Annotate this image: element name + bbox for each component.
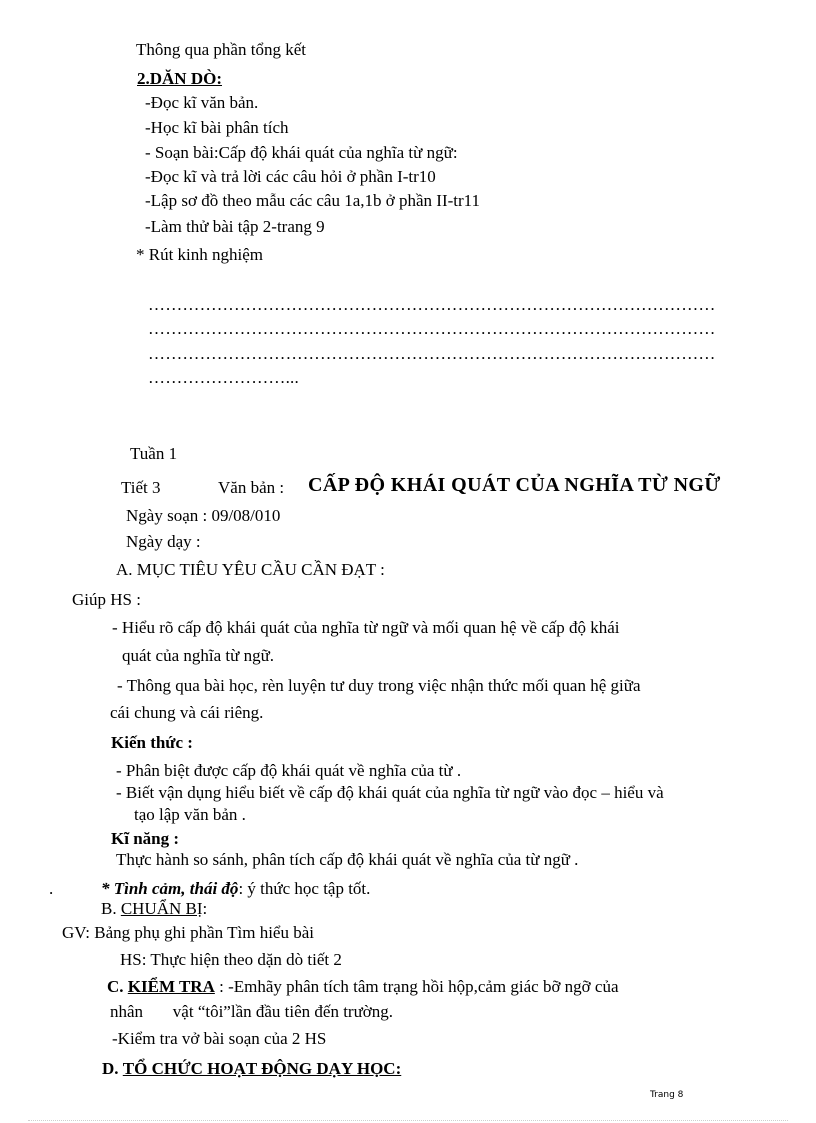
dotted-line: ……………………………………………………………………………………… [148, 295, 716, 314]
section-b-colon: : [202, 899, 208, 918]
homework-item: -Học kĩ bài phân tích [145, 118, 289, 137]
dotted-line: ……………………………………………………………………………………… [148, 319, 716, 338]
section-d-prefix: D. [102, 1059, 119, 1078]
knowledge-item-line-1: - Biết vận dụng hiểu biết về cấp độ khái quát của nghĩa từ ngữ vào đọc – hiểu và [116, 783, 664, 802]
homework-item: -Đọc kĩ và trả lời các câu hỏi ở phần I-tr10 [145, 167, 436, 186]
homework-item: -Lập sơ đồ theo mẫu các câu 1a,1b ở phần II-tr11 [145, 191, 481, 210]
skills-heading: Kĩ năng : [111, 829, 180, 848]
stray-dot: . [49, 879, 54, 898]
gv-preparation: GV: Bảng phụ ghi phần Tìm hiểu bài [62, 923, 314, 942]
week-label: Tuần 1 [130, 444, 178, 463]
help-label: Giúp HS : [72, 590, 141, 609]
homework-item: -Làm thử bài tập 2-trang 9 [145, 217, 325, 236]
goal-1-line-2: quát của nghĩa từ ngữ. [122, 646, 275, 665]
section-c-line-1 [107, 977, 619, 997]
section-c-text: : -Emhãy phân tích tâm trạng hồi hộp,cảm giác bỡ ngỡ của [214, 977, 619, 996]
dotted-line: ……………………………………………………………………………………… [148, 344, 716, 363]
homework-heading: 2.DĂN DÒ: [137, 69, 222, 88]
experience-label: * Rút kinh nghiệm [136, 245, 264, 264]
attitude-text: : ý thức học tập tốt. [238, 879, 371, 898]
hs-preparation: HS: Thực hiện theo dặn dò tiết 2 [120, 950, 342, 969]
goal-1-line-1: - Hiểu rõ cấp độ khái quát của nghĩa từ ngữ và mối quan hệ về cấp độ khái [112, 618, 620, 637]
summary-line: Thông qua phần tổng kết [136, 40, 306, 59]
footer-divider [28, 1120, 788, 1121]
lesson-title: CẤP ĐỘ KHÁI QUÁT CỦA NGHĨA TỪ NGỮ [308, 474, 721, 496]
page-number: Trang 8 [650, 1090, 684, 1100]
dotted-line: ……………………... [148, 368, 299, 387]
goal-2-line-1: - Thông qua bài học, rèn luyện tư duy trong việc nhận thức mối quan hệ giữa [117, 676, 641, 695]
section-c-title: KIỂM TRA [127, 977, 215, 996]
section-d-title: TỔ CHỨC HOẠT ĐỘNG DẠY HỌC: [122, 1059, 402, 1078]
knowledge-item: - Phân biệt được cấp độ khái quát về nghĩa của từ . [116, 761, 462, 780]
homework-item: -Đọc kĩ văn bản. [145, 93, 259, 112]
section-b-heading [101, 899, 207, 919]
section-d-heading [102, 1059, 401, 1079]
section-b-prefix: B. [101, 899, 117, 918]
teach-date: Ngày dạy : [126, 532, 201, 551]
section-c-prefix: C. [107, 977, 124, 996]
section-a-heading: A. MỤC TIÊU YÊU CẦU CẦN ĐẠT : [116, 560, 385, 579]
section-b-title: CHUẨN BỊ [120, 899, 203, 918]
period-label: Tiết 3 [121, 478, 161, 497]
section-c-line-2: nhân vật “tôi”lần đầu tiên đến trường. [110, 1002, 394, 1021]
skills-text: Thực hành so sánh, phân tích cấp độ khái quát về nghĩa của từ ngữ . [116, 850, 579, 869]
goal-2-line-2: cái chung và cái riêng. [110, 703, 264, 722]
knowledge-heading: Kiến thức : [111, 733, 193, 752]
attitude-label: * Tình cảm, thái độ [101, 879, 239, 898]
homework-item: - Soạn bài:Cấp độ khái quát của nghĩa từ ngữ: [145, 143, 458, 162]
knowledge-item-line-2: tạo lập văn bản . [134, 805, 246, 824]
text-label: Văn bản : [218, 478, 285, 497]
prep-date: Ngày soạn : 09/08/010 [126, 506, 281, 525]
attitude-line [101, 879, 370, 899]
section-c-line-3: -Kiểm tra vở bài soạn của 2 HS [112, 1029, 327, 1048]
